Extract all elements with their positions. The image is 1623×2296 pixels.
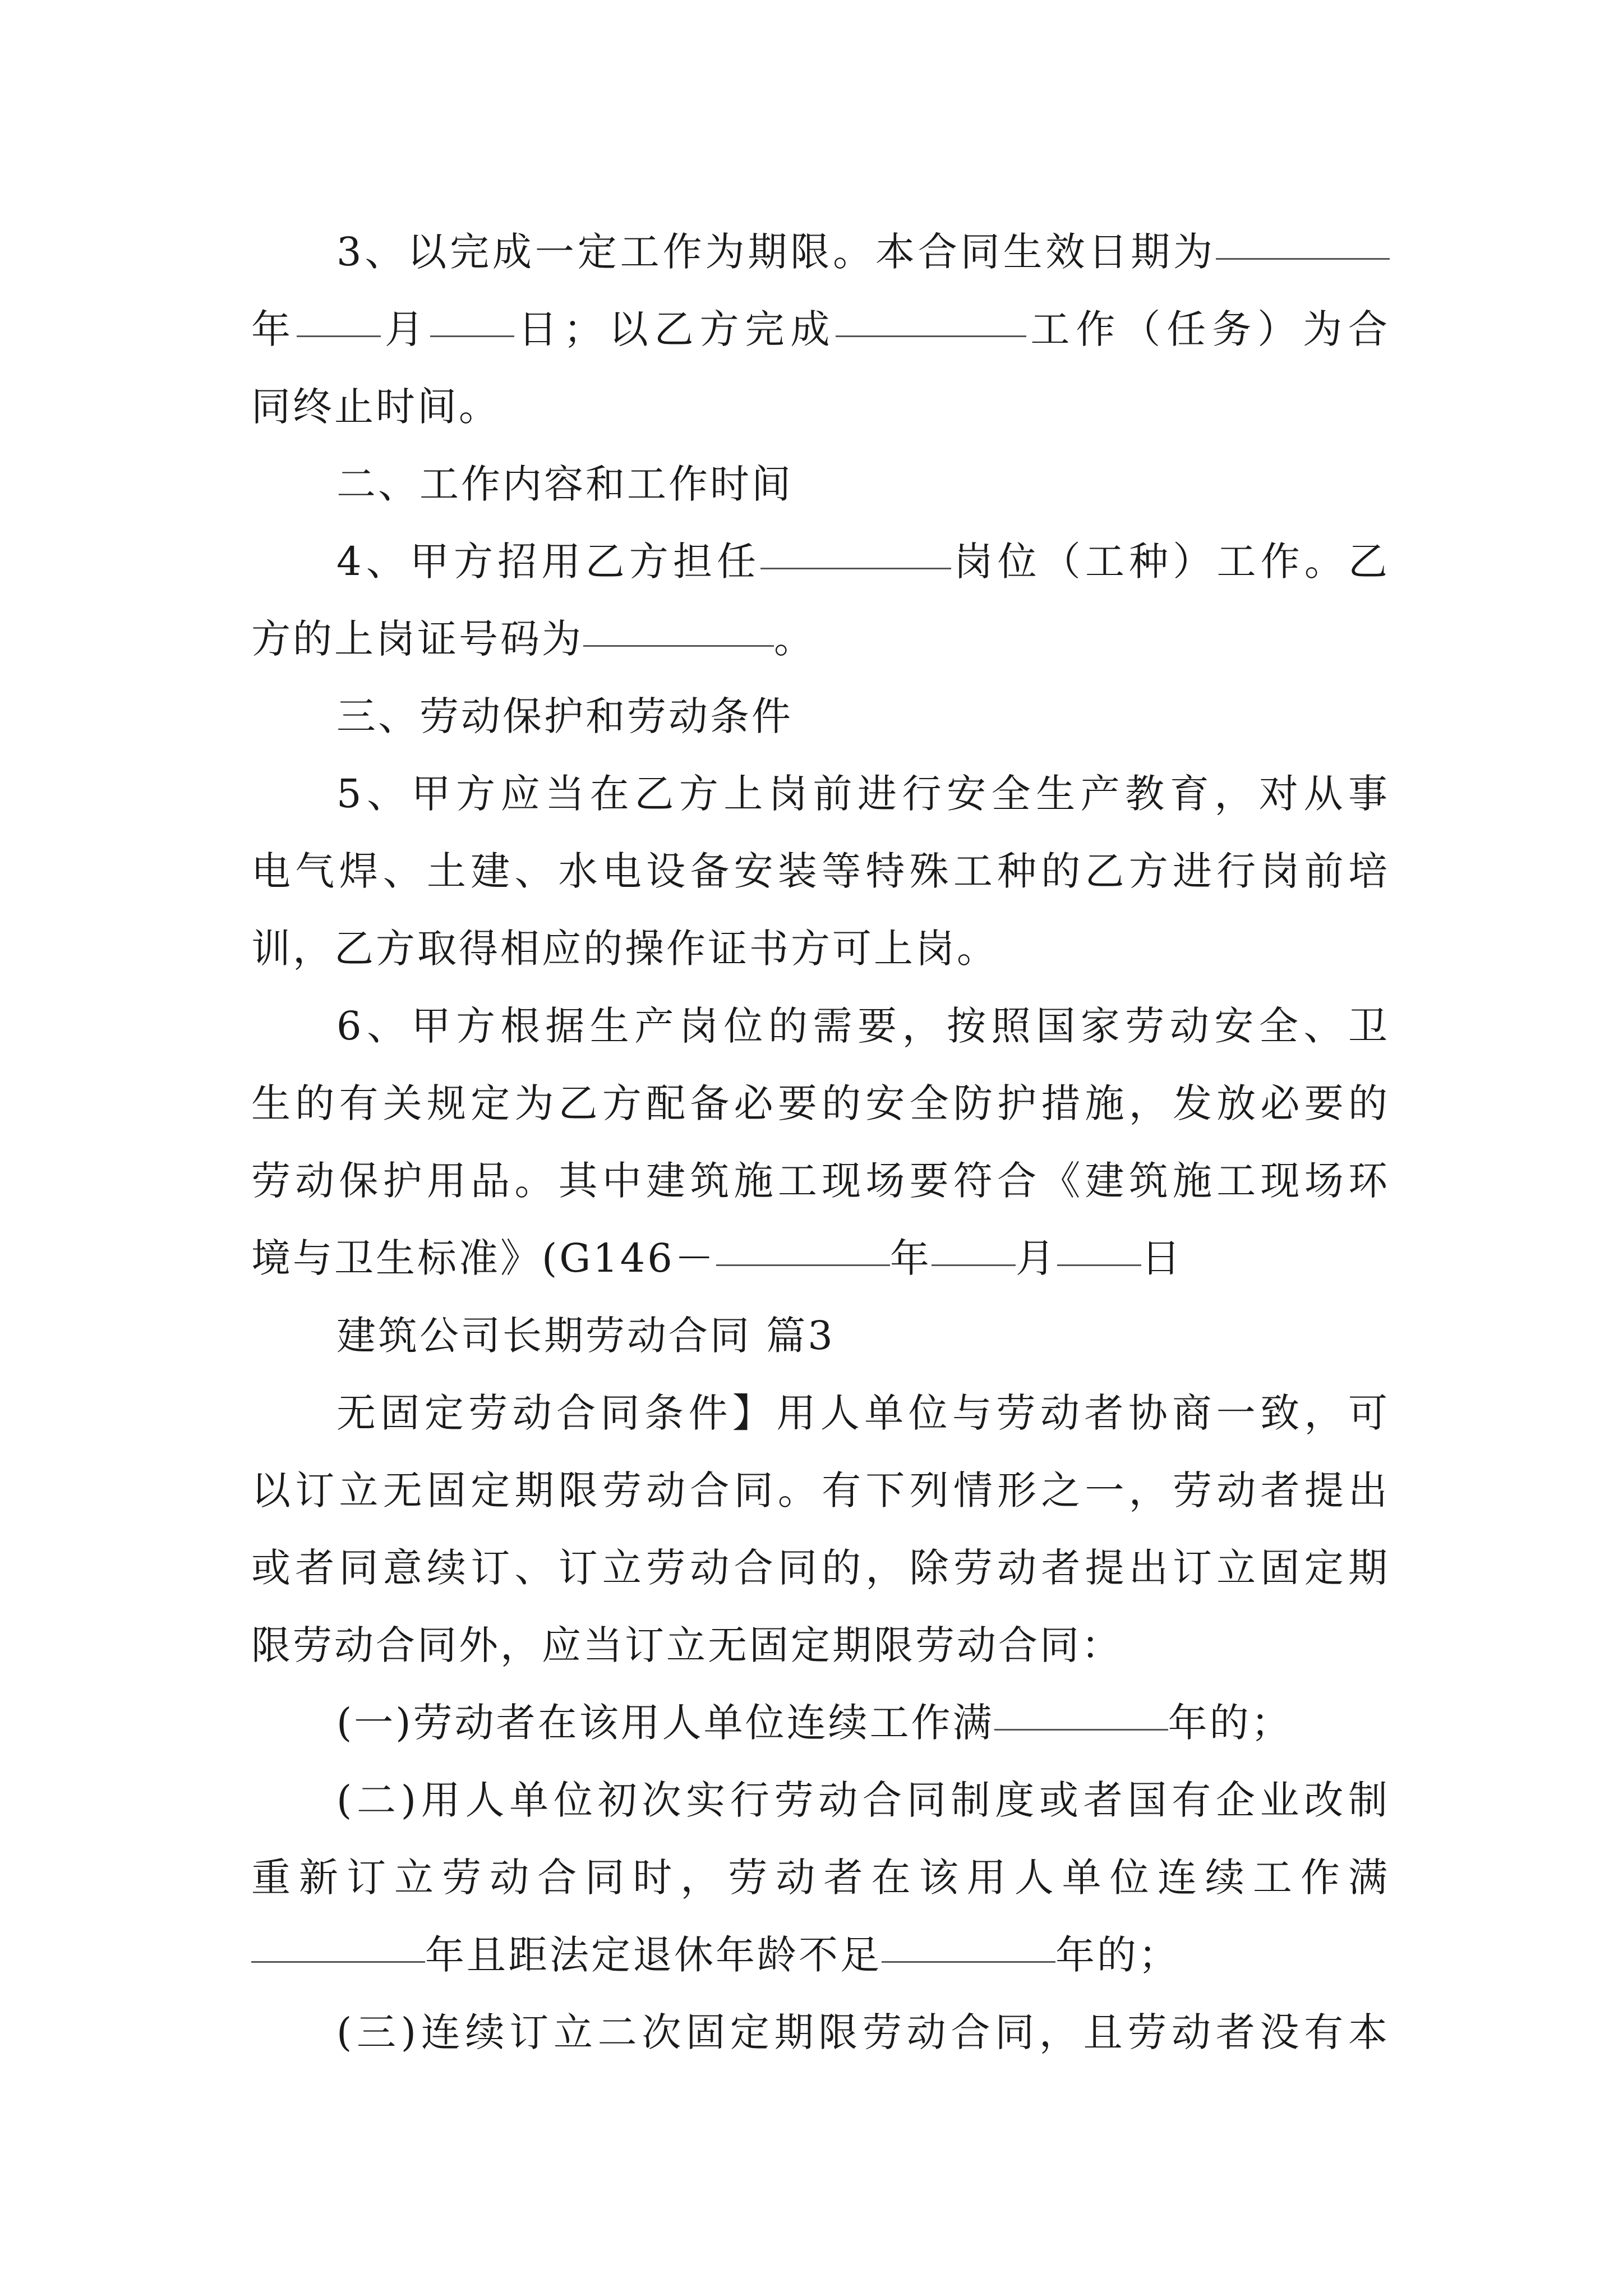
- text-line: [251, 678, 1390, 755]
- text-line: [251, 832, 1390, 910]
- text-line: [251, 910, 1390, 987]
- text-segment: 3、以完成一定工作为期限。本合同生效日期为: [336, 229, 1216, 275]
- text-line: [251, 1452, 1390, 1529]
- text-segment: 重新订立劳动合同时，劳动者在该用人单位连续工作满: [251, 1855, 1390, 1901]
- text-segment: 以订立无固定期限劳动合同。有下列情形之一，劳动者提出: [251, 1467, 1390, 1513]
- text-segment: 建筑公司长期劳动合同 篇3: [336, 1313, 835, 1359]
- text-line: [251, 1607, 1390, 1684]
- fill-in-blank: [1057, 1232, 1141, 1266]
- text-line: [251, 1142, 1390, 1220]
- text-segment: 月: [380, 306, 430, 352]
- text-segment: 4、甲方招用乙方担任: [336, 539, 761, 585]
- text-line: [251, 1839, 1390, 1916]
- text-segment: (三)连续订立二次固定期限劳动合同，且劳动者没有本: [336, 2009, 1390, 2055]
- text-line: [251, 1374, 1390, 1452]
- text-segment: 月: [1015, 1235, 1057, 1281]
- text-line: [251, 445, 1390, 523]
- text-line: [251, 523, 1390, 600]
- text-segment: 日；以乙方完成: [514, 306, 836, 352]
- text-segment: 日: [1141, 1235, 1183, 1281]
- fill-in-blank: [297, 303, 381, 337]
- text-line: [251, 1297, 1390, 1374]
- text-line: [251, 291, 1390, 368]
- document-body: [251, 213, 1390, 2071]
- text-segment: 工作（任务）为合: [1026, 306, 1390, 352]
- text-line: [251, 1529, 1390, 1607]
- text-segment: 训，乙方取得相应的操作证书方可上岗。: [251, 926, 998, 972]
- text-line: [251, 1684, 1390, 1761]
- text-segment: 5、甲方应当在乙方上岗前进行安全生产教育，对从事: [336, 771, 1390, 817]
- text-segment: (二)用人单位初次实行劳动合同制度或者国有企业改制: [336, 1777, 1390, 1823]
- text-segment: 年且距法定退休年龄不足: [425, 1932, 882, 1978]
- text-line: [251, 1065, 1390, 1142]
- text-line: [251, 600, 1390, 678]
- fill-in-blank: [583, 613, 774, 647]
- text-line: [251, 1994, 1390, 2071]
- fill-in-blank: [716, 1232, 890, 1266]
- text-segment: 方的上岗证号码为: [251, 616, 583, 662]
- text-segment: 三、劳动保护和劳动条件: [336, 693, 793, 739]
- text-segment: 年: [251, 306, 297, 352]
- text-segment: 6、甲方根据生产岗位的需要，按照国家劳动安全、卫: [336, 1003, 1390, 1049]
- text-line: [251, 213, 1390, 291]
- text-segment: 年的；: [1055, 1932, 1180, 1978]
- fill-in-blank: [836, 303, 1026, 337]
- text-segment: 无固定劳动合同条件】用人单位与劳动者协商一致，可: [336, 1390, 1390, 1436]
- text-line: [251, 1916, 1390, 1994]
- text-segment: 。: [774, 616, 815, 662]
- text-segment: 年: [889, 1235, 932, 1281]
- fill-in-blank: [882, 1929, 1055, 1963]
- fill-in-blank: [760, 535, 951, 569]
- fill-in-blank: [994, 1696, 1168, 1731]
- text-line: [251, 755, 1390, 832]
- fill-in-blank: [1216, 226, 1390, 260]
- text-segment: 限劳动合同外，应当订立无固定期限劳动合同：: [251, 1622, 1123, 1668]
- text-segment: 同终止时间。: [251, 384, 500, 430]
- text-segment: 电气焊、土建、水电设备安装等特殊工种的乙方进行岗前培: [251, 848, 1390, 894]
- text-segment: (一)劳动者在该用人单位连续工作满: [336, 1700, 994, 1746]
- text-segment: 劳动保护用品。其中建筑施工现场要符合《建筑施工现场环: [251, 1158, 1390, 1204]
- text-line: [251, 368, 1390, 445]
- text-segment: 二、工作内容和工作时间: [336, 461, 793, 507]
- text-line: [251, 1220, 1390, 1297]
- text-segment: 境与卫生标准》(G146－: [251, 1235, 716, 1281]
- text-segment: 生的有关规定为乙方配备必要的安全防护措施，发放必要的: [251, 1080, 1390, 1126]
- text-segment: 年的；: [1168, 1700, 1293, 1746]
- fill-in-blank: [932, 1232, 1016, 1266]
- text-line: [251, 1761, 1390, 1839]
- fill-in-blank: [251, 1929, 425, 1963]
- text-line: [251, 987, 1390, 1065]
- text-segment: 岗位（工种）工作。乙: [951, 539, 1390, 585]
- fill-in-blank: [430, 303, 514, 337]
- text-segment: 或者同意续订、订立劳动合同的，除劳动者提出订立固定期: [251, 1545, 1390, 1591]
